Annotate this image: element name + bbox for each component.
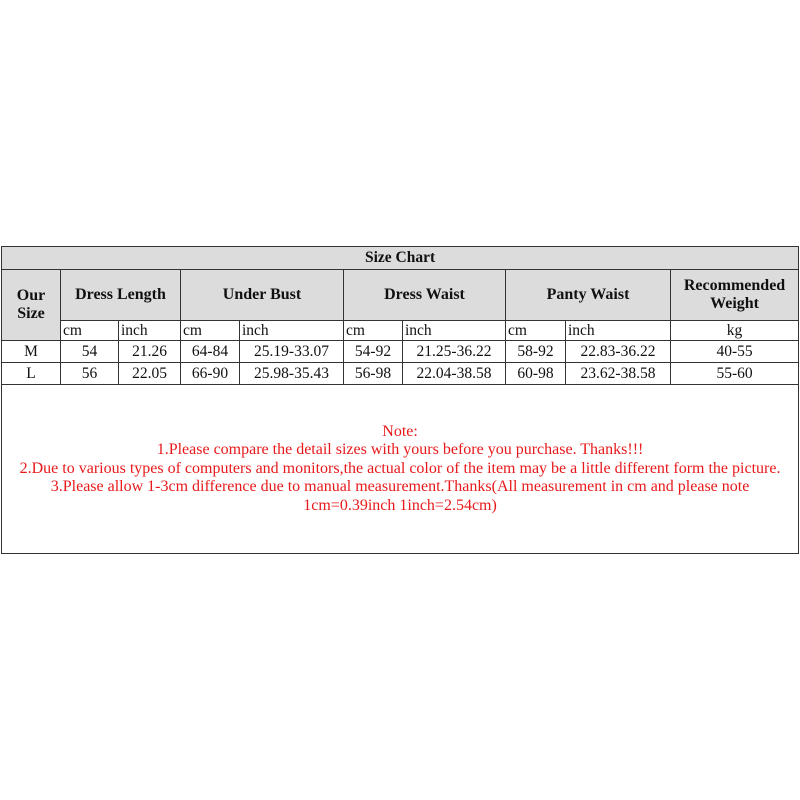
value-cell: 66-90: [181, 363, 240, 385]
unit-cell: kg: [671, 321, 799, 341]
header-panty-waist: Panty Waist: [506, 270, 671, 321]
value-cell: 21.26: [119, 341, 181, 363]
size-cell: L: [2, 363, 61, 385]
unit-cell: cm: [61, 321, 119, 341]
table-row: [2, 341, 799, 363]
value-cell: 60-98: [506, 363, 566, 385]
unit-cell: inch: [403, 321, 506, 341]
value-cell: 54: [61, 341, 119, 363]
value-cell: 55-60: [671, 363, 799, 385]
value-cell: 25.19-33.07: [240, 341, 344, 363]
header-dress-waist: Dress Waist: [344, 270, 506, 321]
header-weight: Recommended Weight: [671, 270, 799, 321]
value-cell: 54-92: [344, 341, 403, 363]
header-dress-length: Dress Length: [61, 270, 181, 321]
note-line: 1.Please compare the detail sizes with yours before you purchase. Thanks!!!: [156, 441, 644, 459]
unit-cell: cm: [344, 321, 403, 341]
value-cell: 40-55: [671, 341, 799, 363]
value-cell: 64-84: [181, 341, 240, 363]
value-cell: 22.05: [119, 363, 181, 385]
size-cell: M: [2, 341, 61, 363]
value-cell: 23.62-38.58: [566, 363, 671, 385]
table-title: Size Chart: [2, 247, 799, 270]
unit-cell: inch: [566, 321, 671, 341]
size-chart-table: [1, 246, 799, 554]
value-cell: 25.98-35.43: [240, 363, 344, 385]
value-cell: 56-98: [344, 363, 403, 385]
value-cell: 22.83-36.22: [566, 341, 671, 363]
value-cell: 56: [61, 363, 119, 385]
value-cell: 21.25-36.22: [403, 341, 506, 363]
unit-cell: inch: [240, 321, 344, 341]
note-box: [2, 385, 799, 554]
unit-cell: inch: [119, 321, 181, 341]
header-under-bust: Under Bust: [181, 270, 344, 321]
value-cell: 58-92: [506, 341, 566, 363]
header-size: Our Size: [2, 270, 61, 341]
note-line: 2.Due to various types of computers and monitors,the actual color of the item may be a little different form the picture.: [19, 459, 781, 477]
note-heading: Note:: [382, 423, 418, 441]
note-line: 3.Please allow 1-3cm difference due to manual measurement.Thanks(All measurement in cm and please note 1cm=0.39inch 1inch=2.54cm): [50, 478, 750, 514]
table-row: [2, 363, 799, 385]
unit-cell: cm: [506, 321, 566, 341]
unit-cell: cm: [181, 321, 240, 341]
value-cell: 22.04-38.58: [403, 363, 506, 385]
